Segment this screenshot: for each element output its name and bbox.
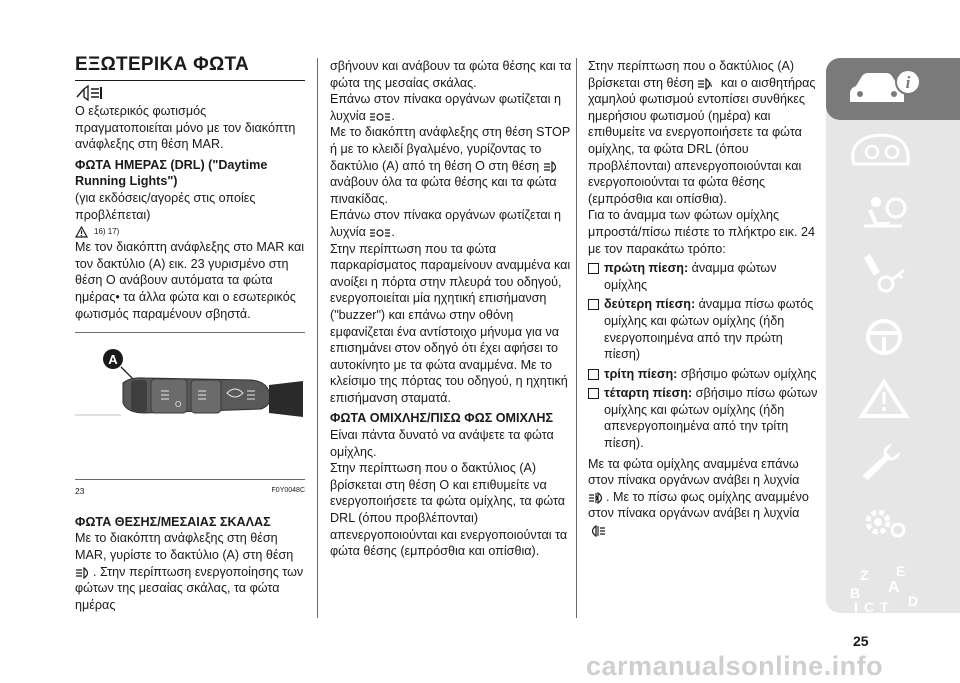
key-icon bbox=[846, 254, 926, 296]
svg-text:Z: Z bbox=[860, 567, 869, 583]
tab-index[interactable] bbox=[826, 552, 960, 614]
tab-technical[interactable] bbox=[826, 492, 960, 554]
position-lights-icon bbox=[75, 567, 93, 579]
paragraph: Επάνω στον πίνακα οργάνων φωτίζεται η λυχνία . bbox=[330, 208, 561, 239]
side-lights-indicator-icon bbox=[369, 227, 391, 239]
tab-dashboard[interactable] bbox=[826, 120, 960, 182]
paragraph: Στην περίπτωση που ο δακτύλιος (A) βρίσκεται στη θέση O και επιθυμείτε να ενεργοποιήσετε τα φώτα ομίχλης, τα φώτα DRL (όπου προβλέπονται) απενεργοποιούνται και ενεργοποιούνται τα φώτα θέσης (εμπρόσθια και οπίσθια). bbox=[330, 461, 568, 559]
index-letters-icon bbox=[846, 562, 926, 618]
paragraph: Για το άναμμα των φώτων ομίχλης μπροστά/πίσω πιέστε το πλήκτρο εικ. 24 με τον παρακάτω τρόπο: bbox=[588, 208, 815, 256]
paragraph: Με το διακόπτη ανάφλεξης στη θέση STOP ή με το κλειδί βγαλμένο, γυρίζοντας το δακτύλιο (A) από τη θέση O στη θέση ανάβουν όλα τα φώτα θέσης και τα φώτα πινακίδας. bbox=[330, 125, 571, 206]
tab-safety[interactable] bbox=[826, 182, 960, 244]
svg-text:O: O bbox=[175, 400, 182, 410]
paragraph: Με τα φώτα ομίχλης αναμμένα επάνω στον πίνακα οργάνων ανάβει η λυχνία . Με το πίσω φως ομίχλης αναμμένο στον πίνακα οργάνων ανάβει η λυχνία bbox=[588, 456, 820, 539]
position-lights-heading: ΦΩΤΑ ΘΕΣΗΣ/ΜΕΣΑΙΑΣ ΣΚΑΛΑΣ bbox=[75, 514, 271, 529]
svg-text:i: i bbox=[905, 73, 911, 92]
position-lights-icon bbox=[543, 161, 561, 173]
figure-number: 23 bbox=[75, 486, 85, 497]
svg-text:D: D bbox=[908, 593, 919, 609]
column-3 bbox=[588, 58, 820, 539]
figure-caption bbox=[75, 483, 305, 500]
gear-icon bbox=[846, 502, 926, 544]
fog-lights-heading: ΦΩΤΑ ΟΜΙΧΛΗΣ/ΠΙΣΩ ΦΩΣ ΟΜΙΧΛΗΣ bbox=[330, 411, 553, 426]
column-divider bbox=[576, 58, 577, 618]
headlight-switch-icon bbox=[75, 85, 305, 103]
warning-triangle-icon bbox=[846, 378, 926, 420]
airbag-icon bbox=[846, 192, 926, 234]
side-lights-indicator-icon bbox=[369, 111, 391, 123]
paragraph: Είναι πάντα δυνατό να ανάψετε τα φώτα ομίχλης. bbox=[330, 428, 554, 459]
section-title: ΕΞΩΤΕΡΙΚΑ ΦΩΤΑ bbox=[75, 55, 305, 81]
dashboard-icon bbox=[846, 130, 926, 172]
svg-text:E: E bbox=[896, 563, 906, 579]
list-item: δεύτερη πίεση: άναμμα πίσω φωτός ομίχλης και φώτων ομίχλης (ήδη ενεργοποιημένα από την πρώτη πίεση) bbox=[588, 296, 820, 362]
column-2 bbox=[330, 58, 573, 560]
list-item: τρίτη πίεση: σβήσιμο φώτων ομίχλης bbox=[588, 366, 820, 383]
svg-text:B: B bbox=[850, 585, 861, 601]
svg-text:I: I bbox=[854, 599, 858, 615]
tab-starting[interactable] bbox=[826, 244, 960, 306]
list-item: πρώτη πίεση: άναμμα φώτων ομίχλης bbox=[588, 260, 820, 293]
figure-label-a: A bbox=[108, 352, 118, 368]
front-fog-light-icon bbox=[588, 492, 606, 504]
svg-text:T: T bbox=[880, 599, 889, 615]
warning-refs bbox=[75, 225, 305, 239]
paragraph: Στην περίπτωση που ο δακτύλιος (A) βρίσκεται στη θέση A και ο αισθητήρας χαμηλού φωτισμού εντοπίσει συνθήκες ημερήσιου φωτισμού (ημέρα) και επιθυμείτε να ενεργοποιήσετε τα φώτα ομίχλης, τα φώτα DRL (όπου προβλέπονται) απενεργοποιούνται και ενεργοποιούνται τα φώτα θέσης (εμπρόσθια και οπίσθια). bbox=[588, 59, 816, 206]
column-1 bbox=[75, 55, 305, 613]
svg-text:A: A bbox=[888, 579, 900, 596]
rear-fog-light-icon bbox=[588, 525, 606, 537]
list-item: τέταρτη πίεση: σβήσιμο πίσω φώτων ομίχλης και φώτων ομίχλης (ήδη απενεργοποιημένα από την τρίτη πίεση). bbox=[588, 385, 820, 451]
car-info-icon bbox=[846, 68, 926, 110]
drl-note: (για εκδόσεις/αγορές στις οποίες προβλέπεται) bbox=[75, 190, 256, 222]
drl-paragraph: Με τον διακόπτη ανάφλεξης στο MAR και τον δακτύλιο (A) εικ. 23 γυρισμένο στη θέση O ανάβουν αυτόματα τα φώτα ημέρας• τα άλλα φώτα και ο εσωτερικός φωτισμός παραμένουν σβηστά. bbox=[75, 240, 305, 321]
svg-text:A: A bbox=[708, 82, 713, 89]
paragraph: Επάνω στον πίνακα οργάνων φωτίζεται η λυχνία . bbox=[330, 92, 561, 123]
paragraph: Στην περίπτωση που τα φώτα παρκαρίσματος παραμείνουν αναμμένα και ανοίξει η πόρτα στην πλευρά του οδηγού, ενεργοποιείται μία ηχητική επισήμανση ("buzzer") και επάνω στην οθόνη εμφανίζεται ένα αντίστοιχο μήνυμα για να επισημάνει στον οδηγό ότι έχει αφήσει το αυτοκίνητο με τα φώτα αναμμένα. Με το κλείσιμο της πόρτας του οδηγού, η ηχητική επισήμανση σταματά. bbox=[330, 241, 571, 405]
warning-ref-numbers: 16) 17) bbox=[94, 226, 120, 236]
wrench-icon bbox=[846, 440, 926, 482]
tab-driving[interactable] bbox=[826, 306, 960, 368]
column-divider bbox=[317, 58, 318, 618]
watermark: carmanualsonline.info bbox=[586, 651, 884, 681]
warning-triangle-icon bbox=[75, 226, 88, 238]
tab-maintenance[interactable] bbox=[826, 430, 960, 492]
tab-emergency[interactable] bbox=[826, 368, 960, 430]
bullet-square bbox=[588, 388, 599, 399]
paragraph: σβήνουν και ανάβουν τα φώτα θέσης και τα φώτα της μεσαίας σκάλας. bbox=[330, 59, 572, 90]
figure-23 bbox=[75, 332, 305, 480]
page-number: 25 bbox=[853, 633, 869, 649]
bullet-square bbox=[588, 299, 599, 310]
drl-heading: ΦΩΤΑ ΗΜΕΡΑΣ (DRL) ("Daytime Running Lights") bbox=[75, 157, 268, 189]
figure-code: F0Y0048C bbox=[271, 487, 305, 495]
chapter-sidebar bbox=[826, 58, 960, 613]
bullet-square bbox=[588, 263, 599, 274]
intro-paragraph: Ο εξωτερικός φωτισμός πραγματοποιείται μόνο με τον διακόπτη ανάφλεξης στη θέση MAR. bbox=[75, 104, 296, 152]
auto-lights-icon bbox=[697, 78, 717, 90]
steering-wheel-icon bbox=[846, 316, 926, 358]
tab-car-info[interactable] bbox=[826, 58, 960, 120]
svg-text:C: C bbox=[864, 599, 875, 615]
bullet-square bbox=[588, 369, 599, 380]
position-lights-paragraph: Με το διακόπτη ανάφλεξης στη θέση MAR, γυρίστε το δακτύλιο (A) στη θέση . Στην περίπτωση ενεργοποίησης των φώτων της μεσαίας σκάλας, τα φώτα ημέρας bbox=[75, 531, 304, 612]
